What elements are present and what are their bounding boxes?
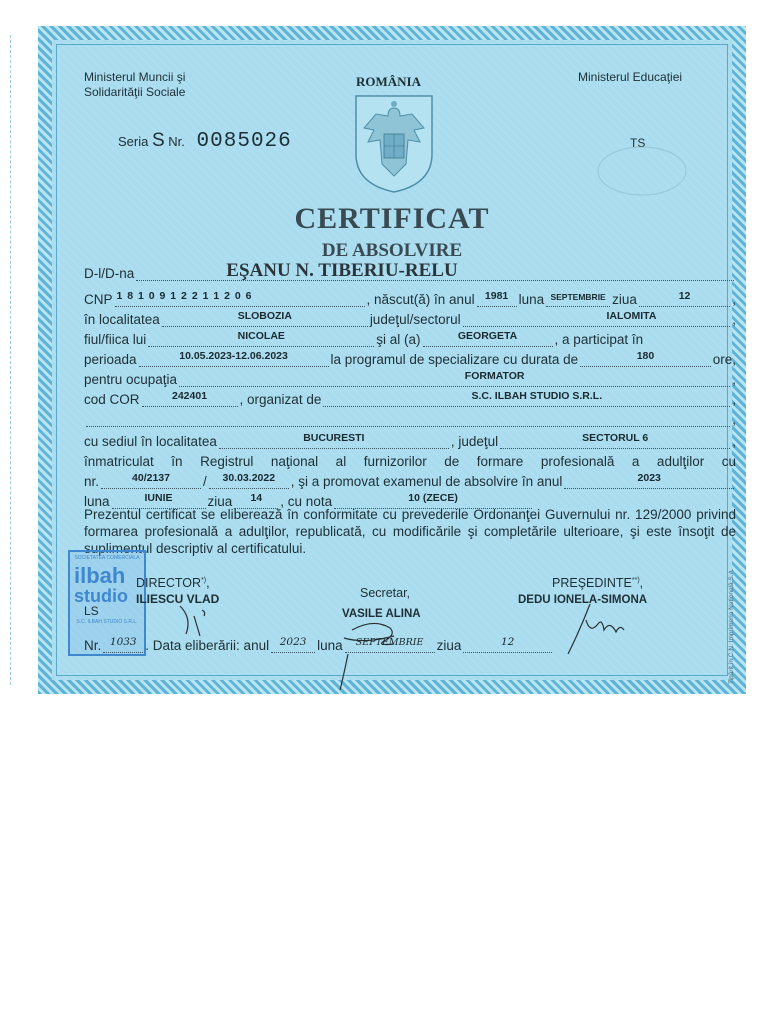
series-block [118, 130, 292, 153]
occupation-line [179, 370, 730, 387]
month-label: luna [518, 292, 545, 307]
row-cor: cod COR 242401 , organizat de S.C. ILBAH STUDIO S.R.L. , [84, 390, 736, 407]
issue-month-line [345, 637, 435, 653]
birth-county: IALOMITA [606, 310, 657, 322]
holder-name: EŞANU N. TIBERIU-RELU [226, 260, 458, 281]
birth-locality-line [162, 310, 368, 327]
series-letter: S [151, 130, 165, 151]
faint-watermark-stamp [594, 144, 690, 198]
right-ministry: Ministerul Educaţiei [578, 70, 683, 84]
row-occupation: pentru ocupaţia FORMATOR , [84, 370, 736, 387]
occupation-value: FORMATOR [464, 370, 525, 382]
exam-label: , şi a promovat examenul de absolvire în anul [290, 474, 563, 489]
stamp-brand-line2: studio [74, 586, 128, 606]
mother-name: GEORGETA [457, 330, 518, 342]
director-signature [172, 600, 216, 640]
president-label: PREŞEDINTE [552, 576, 632, 590]
birth-month: SEPTEMBRIE [550, 292, 606, 302]
side-print-text: Tipărit în C.N. Imprimeria Naţională S.A. [728, 568, 735, 684]
period-label: perioada [84, 352, 137, 367]
period-value: 10.05.2023-12.06.2023 [179, 350, 288, 362]
occupation-label: pentru ocupaţia [84, 372, 178, 387]
holder-name-line [136, 260, 734, 281]
birth-locality: SLOBOZIA [237, 310, 292, 322]
grade-label: , cu nota [280, 494, 333, 509]
cnp-label: CNP [84, 292, 113, 307]
row-reg-number [84, 474, 736, 492]
president-name: DEDU IONELA-SIMONA [518, 594, 648, 606]
cor-label: cod COR [84, 392, 140, 407]
cnp-line [115, 290, 365, 307]
ls-label: LS [84, 604, 99, 618]
secretary-label: Secretar, [360, 586, 411, 600]
cnp-value: 1 8 1 0 9 1 2 2 1 1 2 0 6 [116, 290, 253, 302]
certificate-subtitle: DE ABSOLVIRE [321, 240, 463, 261]
blank-line [86, 415, 730, 427]
issue-date-label: . Data eliberării: anul [145, 638, 270, 653]
secretary-name: VASILE ALINA [342, 608, 421, 620]
scan-edge [10, 35, 16, 685]
coat-of-arms-icon [354, 94, 434, 194]
duration-value: 180 [636, 350, 655, 362]
county-label: judeţul/sectorul [369, 312, 461, 327]
series-number: 0085026 [196, 130, 292, 153]
issue-nr-label: Nr. [84, 638, 102, 653]
exam-month-label: luna [84, 494, 110, 509]
hours-label: ore, [712, 352, 736, 367]
cor-line [142, 390, 238, 407]
father-line [148, 330, 374, 347]
reg-separator: / [203, 474, 207, 489]
issue-day-line [463, 636, 552, 653]
mother-label: şi al (a) [376, 332, 421, 347]
president-label-block: PREŞEDINTE**), [552, 576, 644, 590]
left-ministry-line1: Ministerul Muncii şi [84, 70, 186, 84]
row-period [84, 352, 736, 370]
program-label: la programul de specializare cu durata de [330, 352, 579, 367]
exam-year-line [564, 472, 734, 489]
father-label: fiul/fiica lui [84, 332, 147, 347]
director-label: DIRECTOR [136, 576, 202, 590]
seat-county-label: , judeţul [450, 434, 499, 449]
registry-text: înmatriculat în Registrul naţional al furnizorilor de formare profesională a adulţilor cu [84, 454, 736, 469]
exam-year: 2023 [637, 472, 661, 484]
seat-locality-line [219, 432, 449, 449]
row-seat: cu sediul în localitatea BUCURESTI , judeţul SECTORUL 6 , [84, 432, 736, 449]
organized-label: , organizat de [239, 392, 322, 407]
grade-value: 10 (ZECE) [408, 492, 458, 504]
birth-year-line [477, 290, 517, 307]
row-parents [84, 332, 736, 350]
nr-label: Nr. [168, 134, 185, 149]
exam-month: IUNIE [144, 492, 173, 504]
president-footnote-mark: **) [631, 576, 640, 584]
issue-day-label: ziua [436, 638, 462, 653]
row-locality: în localitatea SLOBOZIA judeţul/sectorul IALOMITA , [84, 310, 736, 327]
father-name: NICOLAE [237, 330, 285, 342]
birth-day: 12 [678, 290, 691, 302]
director-name: ILIESCU VLAD [136, 592, 220, 606]
seat-county: SECTORUL 6 [582, 432, 649, 444]
ts-label: TS [630, 136, 646, 150]
born-label: , născut(ă) în anul [366, 292, 475, 307]
issue-nr-line [103, 636, 143, 653]
issue-month-label: luna [317, 638, 343, 653]
reg-date: 30.03.2022 [222, 472, 276, 484]
exam-day: 14 [250, 492, 263, 504]
reg-number: 40/2137 [132, 472, 170, 484]
mother-line [423, 330, 553, 347]
legal-text: Prezentul certificat se eliberează în conformitate cu prevederile Ordonanţei Guvernului nr. 129/2000 privind formarea profesională a adulţilor, republicată, cu modificările şi completările ulterioare, şi este însoţit de suplimentul descriptiv al certificatului. [84, 507, 736, 556]
director-footnote-mark: *) [201, 576, 207, 584]
president-signature [564, 600, 644, 660]
row-cnp: CNP 1 8 1 0 9 1 2 2 1 1 2 0 6 , născut(ă) în anul 1981 luna SEPTEMBRIE ziua 12 , [84, 290, 736, 307]
birth-year: 1981 [484, 290, 509, 302]
stamp-top-text: SOCIETATEA COMERCIALA [74, 555, 140, 561]
issue-month: SEPTEMBRIE [355, 637, 424, 648]
issue-nr-value: 1033 [109, 636, 137, 648]
row-registry [84, 454, 736, 472]
row-blank: , [84, 412, 736, 430]
stamp-bottom-text: S.C. ILBAH STUDIO S.R.L. [76, 619, 138, 625]
seat-locality: BUCURESTI [303, 432, 365, 444]
locality-label: în localitatea [84, 312, 160, 327]
country-label: ROMÂNIA [356, 74, 421, 89]
issue-day: 12 [501, 636, 515, 648]
period-line [139, 350, 329, 367]
cor-code: 242401 [172, 390, 208, 402]
exam-day-label: ziua [207, 494, 233, 509]
organizer-value: S.C. ILBAH STUDIO S.R.L. [471, 390, 603, 402]
reg-date-line [209, 472, 289, 489]
row-name [84, 260, 736, 284]
left-ministry [84, 70, 185, 100]
director-label-block: DIRECTOR*), [136, 576, 210, 590]
dl-label: D-l/D-na [84, 266, 135, 281]
issue-year-line [271, 636, 315, 653]
reg-number-line [101, 472, 201, 489]
reg-nr-label: nr. [84, 474, 100, 489]
certificate [38, 26, 746, 694]
birth-county-line [463, 310, 731, 327]
series-label: Seria [118, 134, 149, 149]
issue-year: 2023 [279, 636, 307, 648]
day-label: ziua [612, 292, 637, 307]
birth-month-line [546, 292, 610, 307]
seat-label: cu sediul în localitatea [84, 434, 217, 449]
side-print-text-wrapper [726, 568, 740, 686]
certificate-title: CERTIFICAT [294, 202, 490, 235]
birth-day-line [639, 290, 730, 307]
duration-line [580, 350, 711, 367]
row-issue [84, 638, 554, 656]
stamp-brand-line1: ilbah [74, 563, 126, 588]
seat-county-line [500, 432, 730, 449]
participated-label: , a participat în [554, 332, 644, 347]
left-ministry-line2: Solidarităţii Sociale [84, 85, 186, 99]
